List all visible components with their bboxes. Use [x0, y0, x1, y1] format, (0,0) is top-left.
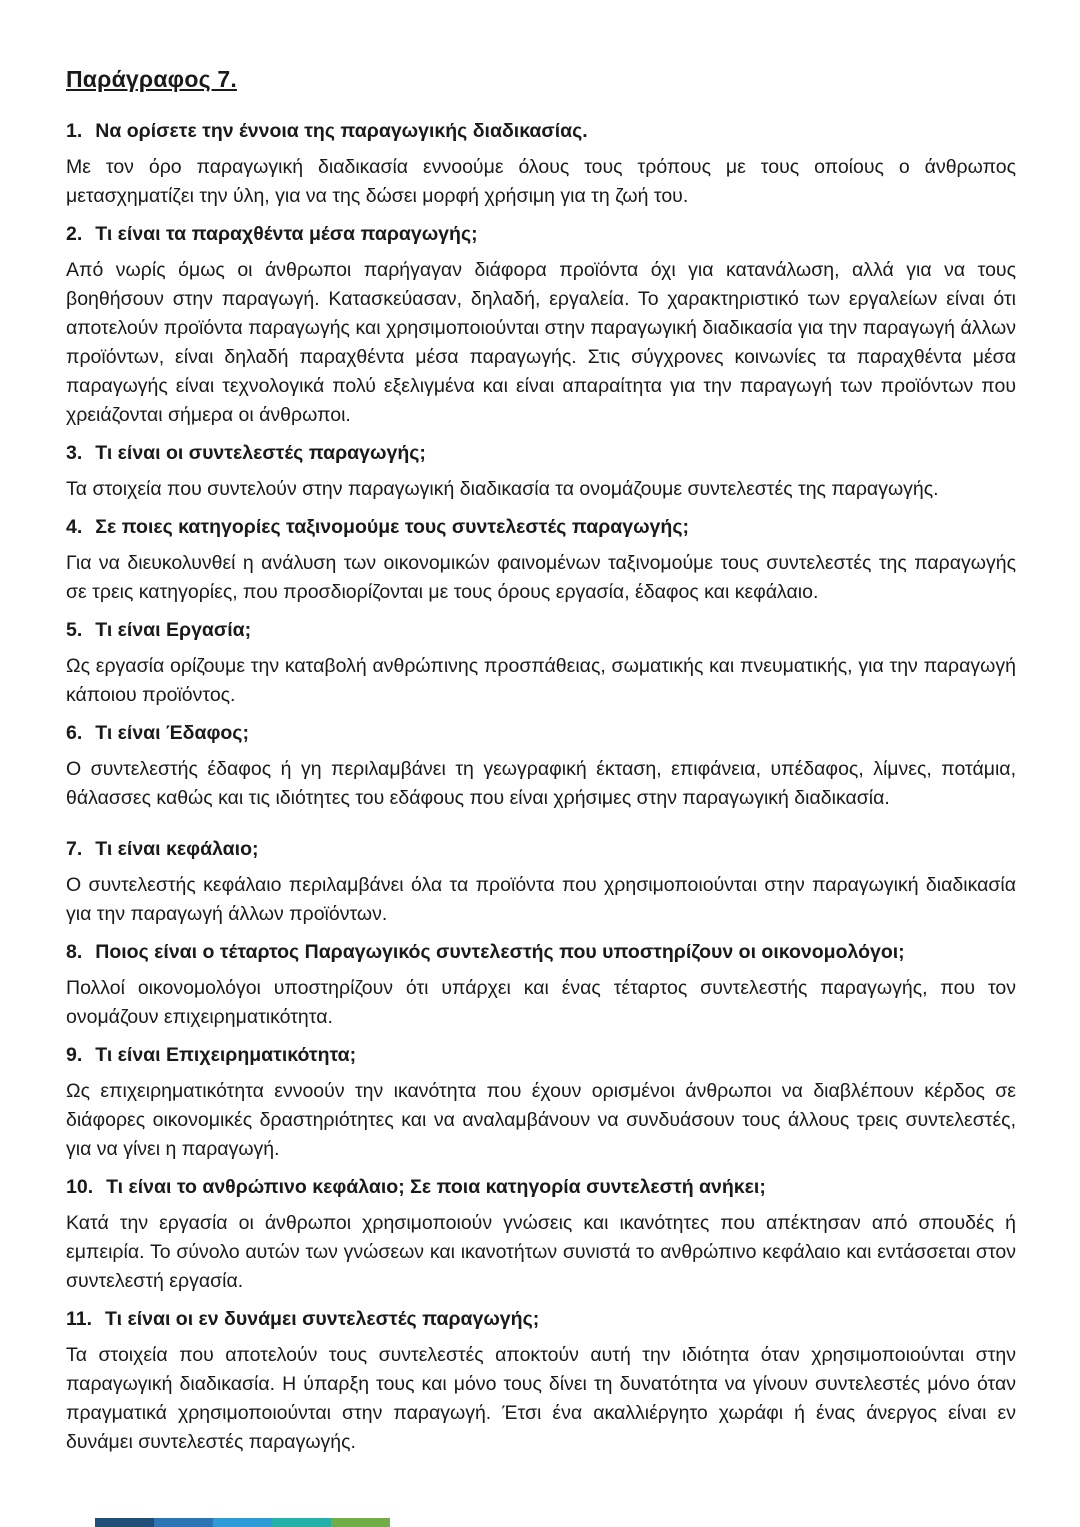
question-text: Τι είναι οι συντελεστές παραγωγής; — [95, 442, 426, 464]
question-text: Τι είναι τα παραχθέντα μέσα παραγωγής; — [95, 223, 478, 245]
question-number: 6. — [66, 722, 83, 744]
question-number: 4. — [66, 516, 83, 538]
question-heading — [66, 835, 1016, 864]
sliver-segment — [213, 1518, 272, 1527]
question-text: Τι είναι το ανθρώπινο κεφάλαιο; Σε ποια κατηγορία συντελεστή ανήκει; — [106, 1176, 766, 1198]
page-title: Παράγραφος 7. — [66, 66, 237, 92]
qa-item — [66, 1173, 1016, 1296]
qa-item — [66, 439, 1016, 504]
sliver-segment — [154, 1518, 213, 1527]
question-heading — [66, 1173, 1016, 1202]
question-heading — [66, 938, 1016, 967]
cropped-image-sliver — [95, 1518, 390, 1527]
answer-text: Ο συντελεστής κεφάλαιο περιλαμβάνει όλα τα προϊόντα που χρησιμοποιούνται στην παραγωγική διαδικασία για την παραγωγή άλλων προϊόντων. — [66, 874, 1016, 925]
answer-text: Ο συντελεστής έδαφος ή γη περιλαμβάνει τη γεωγραφική έκταση, επιφάνεια, υπέδαφος, λίμνες, ποτάμια, θάλασσες καθώς και τις ιδιότητες του εδάφους που είναι χρήσιμες στην παραγωγική διαδικασία. — [66, 758, 1016, 809]
question-number: 7. — [66, 838, 83, 860]
question-heading — [66, 220, 1016, 249]
answer-text: Ως εργασία ορίζουμε την καταβολή ανθρώπινης προσπάθειας, σωματικής και πνευματικής, για την παραγωγή κάποιου προϊόντος. — [66, 655, 1016, 706]
question-number: 2. — [66, 223, 83, 245]
question-heading — [66, 1305, 1016, 1334]
qa-item — [66, 1041, 1016, 1164]
question-number: 9. — [66, 1044, 83, 1066]
qa-item — [66, 220, 1016, 430]
question-number: 11. — [66, 1308, 93, 1330]
sliver-segment — [331, 1518, 390, 1527]
answer-text: Πολλοί οικονομολόγοι υποστηρίζουν ότι υπάρχει και ένας τέταρτος συντελεστής παραγωγής, που τον ονομάζουν επιχειρηματικότητα. — [66, 977, 1016, 1028]
qa-item — [66, 719, 1016, 813]
qa-item — [66, 616, 1016, 710]
answer-text: Κατά την εργασία οι άνθρωποι χρησιμοποιούν γνώσεις και ικανότητες που απέκτησαν από σπουδές ή εμπειρία. Το σύνολο αυτών των γνώσεων και ικανοτήτων συνιστά το ανθρώπινο κεφάλαιο και εντάσσεται στον συντελεστή εργασία. — [66, 1212, 1016, 1292]
qa-item — [66, 835, 1016, 929]
question-number: 3. — [66, 442, 83, 464]
question-heading — [66, 1041, 1016, 1070]
question-number: 1. — [66, 120, 83, 142]
question-text: Σε ποιες κατηγορίες ταξινομούμε τους συντελεστές παραγωγής; — [95, 516, 689, 538]
qa-item — [66, 1305, 1016, 1457]
question-number: 10. — [66, 1176, 94, 1198]
question-number: 5. — [66, 619, 83, 641]
sliver-segment — [95, 1518, 154, 1527]
question-heading — [66, 117, 1016, 146]
question-number: 8. — [66, 941, 83, 963]
answer-text: Ως επιχειρηματικότητα εννοούν την ικανότητα που έχουν ορισμένοι άνθρωποι να διαβλέπουν κέρδος σε διάφορες οικονομικές δραστηριότητες και να αναλαμβάνουν να συνδυάσουν τους άλλους τρεις συντελεστές, για να γίνει η παραγωγή. — [66, 1080, 1016, 1160]
answer-text: Τα στοιχεία που αποτελούν τους συντελεστές αποκτούν αυτή την ιδιότητα όταν χρησιμοποιούνται στην παραγωγική διαδικασία. Η ύπαρξη τους και μόνο τους δίνει τη δυνατότητα να γίνουν συντελεστές μόνο όταν πραγματικά χρησιμοποιούνται στην παραγωγή. Έτσι ένα ακαλλιέργητο χωράφι ή ένας άνεργος είναι εν δυνάμει συντελεστές παραγωγής. — [66, 1344, 1016, 1453]
question-text: Τι είναι Έδαφος; — [95, 722, 249, 744]
question-text: Τι είναι Επιχειρηματικότητα; — [95, 1044, 357, 1066]
sliver-segment — [272, 1518, 331, 1527]
question-heading — [66, 439, 1016, 468]
qa-item — [66, 513, 1016, 607]
question-text: Τι είναι Εργασία; — [95, 619, 252, 641]
answer-text: Για να διευκολυνθεί η ανάλυση των οικονομικών φαινομένων ταξινομούμε τους συντελεστές της παραγωγής σε τρεις κατηγορίες, που προσδιορίζονται με τους όρους εργασία, έδαφος και κεφάλαιο. — [66, 552, 1016, 603]
qa-item — [66, 117, 1016, 211]
question-text: Τι είναι κεφάλαιο; — [95, 838, 259, 860]
question-text: Τι είναι οι εν δυνάμει συντελεστές παραγωγής; — [105, 1308, 540, 1330]
question-heading — [66, 719, 1016, 748]
question-text: Να ορίσετε την έννοια της παραγωγικής διαδικασίας. — [95, 120, 588, 142]
qa-item — [66, 938, 1016, 1032]
question-heading — [66, 616, 1016, 645]
answer-text: Τα στοιχεία που συντελούν στην παραγωγική διαδικασία τα ονομάζουμε συντελεστές της παραγωγής. — [66, 478, 939, 500]
answer-text: Με τον όρο παραγωγική διαδικασία εννοούμε όλους τους τρόπους με τους οποίους ο άνθρωπος μετασχηματίζει την ύλη, για να της δώσει μορφή χρήσιμη για τη ζωή του. — [66, 156, 1016, 207]
answer-text: Από νωρίς όμως οι άνθρωποι παρήγαγαν διάφορα προϊόντα όχι για κατανάλωση, αλλά για να τους βοηθήσουν στην παραγωγή. Κατασκεύασαν, δηλαδή, εργαλεία. Το χαρακτηριστικό των εργαλείων είναι ότι αποτελούν προϊόντα παραγωγής και χρησιμοποιούνται στην παραγωγική διαδικασία για την παραγωγή άλλων προϊόντων, είναι δηλαδή παραχθέντα μέσα παραγωγής. Στις σύγχρονες κοινωνίες τα παραχθέντα μέσα παραγωγής είναι τεχνολογικά πολύ εξελιγμένα και είναι απαραίτητα για την παραγωγή των προϊόντων που χρειάζονται σήμερα οι άνθρωποι. — [66, 259, 1016, 426]
question-heading — [66, 513, 1016, 542]
question-text: Ποιος είναι ο τέταρτος Παραγωγικός συντελεστής που υποστηρίζουν οι οικονομολόγοι; — [95, 941, 905, 963]
qa-list — [66, 117, 1016, 1457]
